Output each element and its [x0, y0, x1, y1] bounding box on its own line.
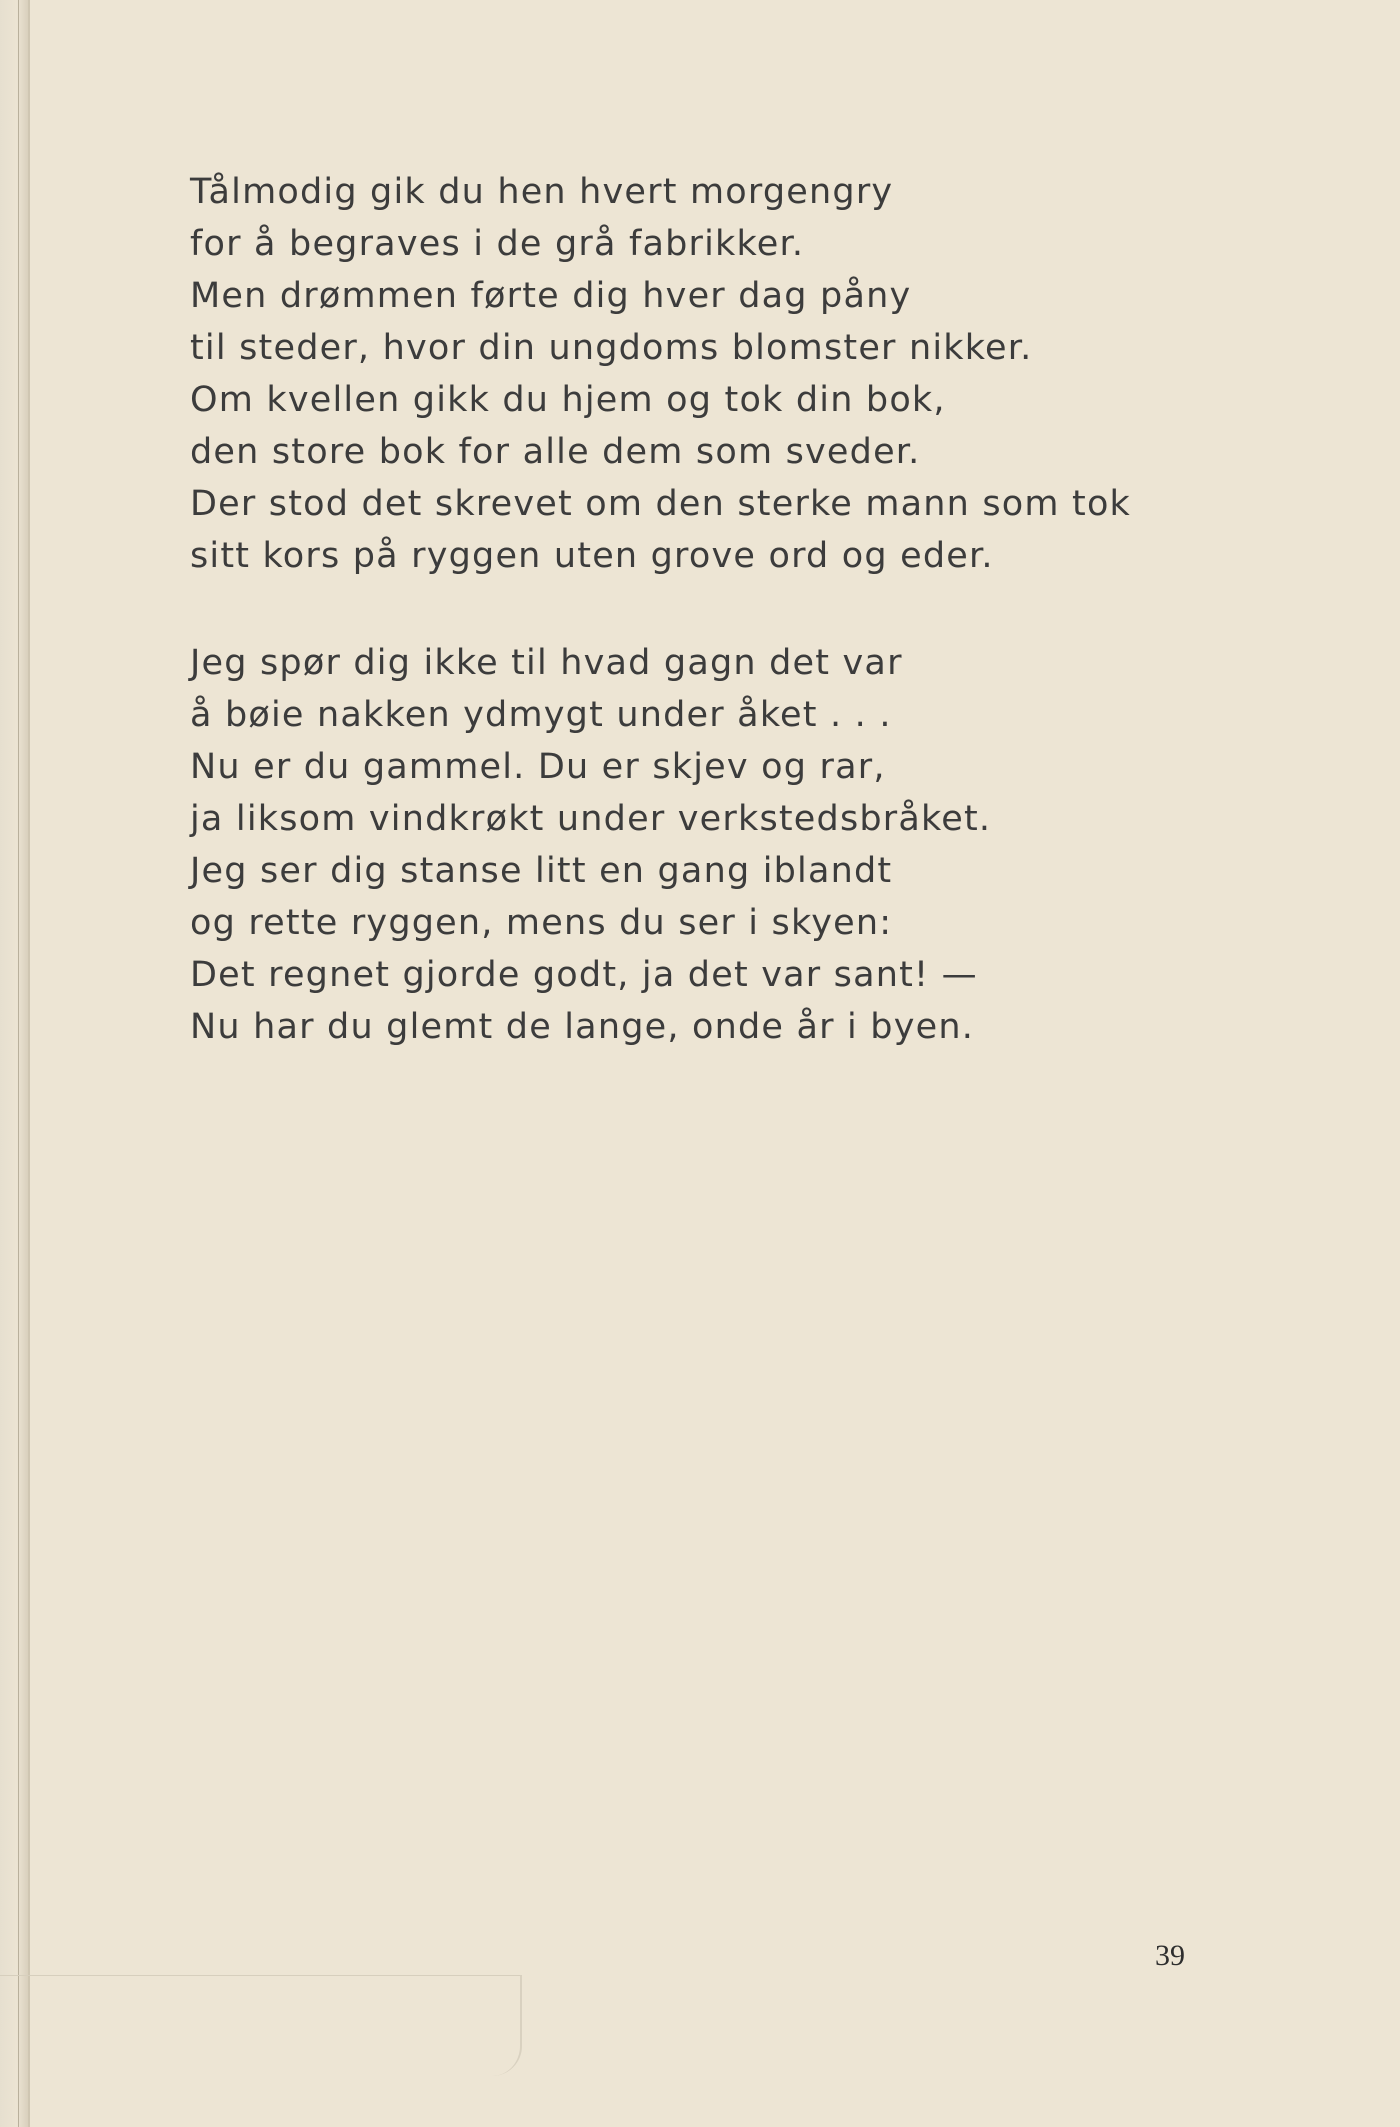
poem-line: Jeg spør dig ikke til hvad gagn det var — [190, 643, 903, 683]
poem-line: Tålmodig gik du hen hvert morgengry — [190, 172, 894, 212]
poem-line: sitt kors på ryggen uten grove ord og eder. — [190, 536, 994, 576]
poem-line: Om kvellen gikk du hjem og tok din bok, — [190, 380, 946, 420]
poem-line: til steder, hvor din ungdoms blomster nikker. — [190, 328, 1033, 368]
poem-line: Jeg ser dig stanse litt en gang iblandt — [190, 851, 893, 891]
poem-line: Nu har du glemt de lange, onde år i byen. — [190, 1007, 975, 1047]
page-binding-edge — [0, 0, 30, 2127]
poem-line: den store bok for alle dem som sveder. — [190, 432, 921, 472]
poem-stanza-2 — [190, 637, 991, 1053]
poem-line: Det regnet gjorde godt, ja det var sant! — — [190, 955, 978, 995]
page-number: 39 — [1155, 1939, 1185, 1972]
poem-line: Nu er du gammel. Du er skjev og rar, — [190, 747, 886, 787]
poem-line: Men drømmen førte dig hver dag påny — [190, 276, 912, 316]
poem-line: for å begraves i de grå fabrikker. — [190, 224, 805, 264]
binding-line — [18, 0, 19, 2127]
poem-line: Der stod det skrevet om den sterke mann som tok — [190, 484, 1132, 524]
poem-line: og rette ryggen, mens du ser i skyen: — [190, 903, 893, 943]
poem-stanza-1 — [190, 166, 1131, 582]
poem-line: ja liksom vindkrøkt under verkstedsbråket. — [190, 799, 992, 839]
poem-line: å bøie nakken ydmygt under åket . . . — [190, 695, 892, 735]
paper-fold-mark — [0, 1975, 522, 2076]
